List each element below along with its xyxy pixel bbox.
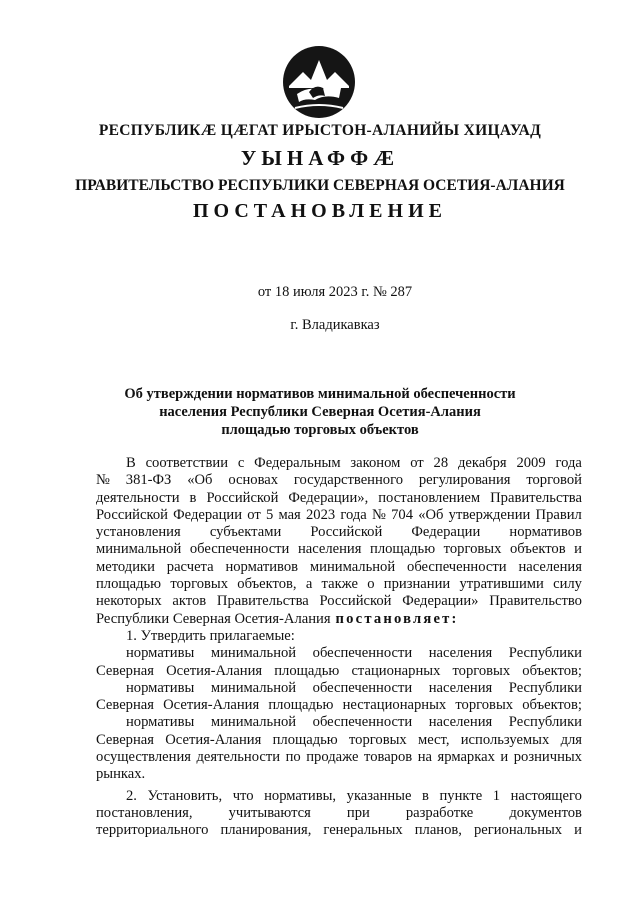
word: нормативов <box>509 524 582 541</box>
item-2 <box>96 788 582 840</box>
word: некоторых <box>96 593 162 610</box>
text-line <box>96 593 582 610</box>
word: утратившими <box>459 576 544 593</box>
word: объектов; <box>522 697 582 714</box>
word: Правительства <box>216 593 309 610</box>
word: населения <box>297 541 362 558</box>
word: осуществления <box>96 749 191 766</box>
text-line <box>96 714 582 731</box>
word: с <box>237 455 245 471</box>
text-fragment: Республики Северная Осетия-Алания <box>96 610 331 627</box>
word: 28 <box>433 455 449 471</box>
word: года <box>340 506 367 523</box>
word: утверждении <box>448 506 531 523</box>
word: при <box>346 804 370 821</box>
word: основах <box>228 472 279 489</box>
russian-document-type: ПОСТАНОВЛЕНИЕ <box>193 200 447 222</box>
word: Российской <box>319 593 392 610</box>
word: планирования, <box>220 822 312 839</box>
word: продаже <box>306 749 359 766</box>
word: Федерации», <box>288 489 369 506</box>
word: обеспеченности <box>312 679 413 696</box>
text-line <box>96 507 582 524</box>
word: торговых <box>443 541 502 558</box>
word: и <box>574 822 582 839</box>
document-city: г. Владикавказ <box>290 317 380 333</box>
word: территориального <box>96 822 209 839</box>
text-line <box>96 663 582 680</box>
word: торговых <box>452 662 511 679</box>
word: В <box>126 455 136 471</box>
word: в <box>189 489 197 506</box>
word: постановлением <box>378 489 481 506</box>
text-line <box>96 749 582 766</box>
word: нормативы <box>126 645 195 662</box>
word: 5 <box>265 506 274 523</box>
document-title <box>0 385 640 439</box>
word: пункте <box>439 787 483 804</box>
text-line <box>96 805 582 822</box>
word: а <box>305 576 313 593</box>
word: Правительство <box>489 593 582 610</box>
word: для <box>560 731 582 748</box>
word: товаров <box>364 749 413 766</box>
word: расчета <box>166 558 214 575</box>
word: нормативов <box>225 558 299 575</box>
text-line <box>96 455 582 472</box>
word: региональных <box>473 822 563 839</box>
word: обеспеченности <box>312 645 413 662</box>
word: населения <box>428 645 493 662</box>
word: постановления, <box>96 804 193 821</box>
word: № <box>371 506 386 523</box>
word: государственного <box>293 472 404 489</box>
word: в <box>422 787 429 804</box>
item-1a <box>96 645 582 680</box>
text-line <box>96 541 582 558</box>
word: года <box>555 455 582 471</box>
word: обеспеченности <box>407 558 507 575</box>
word: площадью <box>268 697 334 714</box>
word: Правительства <box>490 489 582 506</box>
title-line: Об утверждении нормативов минимальной обеспеченности <box>124 386 516 402</box>
word: населения <box>428 714 493 731</box>
word: Российской <box>310 524 383 541</box>
word: обеспеченности <box>312 714 413 731</box>
word: 2009 <box>516 455 546 471</box>
word: нормативы, <box>264 787 337 804</box>
word: минимальной <box>210 679 297 696</box>
word: от <box>410 455 424 471</box>
word: населения <box>428 679 493 696</box>
word: законом <box>350 455 401 471</box>
text-fragment: рынках. <box>96 766 146 783</box>
text-fragment: 1. Утвердить прилагаемые: <box>126 627 295 644</box>
word: мест, <box>417 731 450 748</box>
text-line <box>96 559 582 576</box>
word: розничных <box>513 749 582 766</box>
word: Республики <box>508 714 582 731</box>
resolves-word: постановляет: <box>335 610 459 627</box>
word: установления <box>96 524 181 541</box>
word: декабря <box>457 455 507 471</box>
word: также <box>321 576 359 593</box>
document-body <box>96 455 582 840</box>
word: минимальной <box>309 558 396 575</box>
word: минимальной <box>96 541 182 558</box>
word: деятельности <box>196 749 281 766</box>
word: «Об <box>187 472 213 489</box>
word: населения <box>518 558 582 575</box>
word: Осетия-Алания <box>165 731 262 748</box>
word: разработке <box>405 804 474 821</box>
word: Северная <box>96 731 154 748</box>
text-line <box>96 788 582 805</box>
word: актов <box>172 593 207 610</box>
word: площадью <box>272 731 338 748</box>
ossetian-document-type: УЫНАФФӔ <box>240 146 400 170</box>
word: торговых <box>170 576 229 593</box>
word: настоящего <box>510 787 582 804</box>
word: Осетия-Алания <box>166 662 263 679</box>
text-line <box>96 822 582 839</box>
word: площадью <box>370 541 436 558</box>
word: и <box>574 541 582 558</box>
word: от <box>247 506 261 523</box>
word: соответствии <box>145 455 229 471</box>
word: торговых <box>349 731 407 748</box>
word: используемых <box>460 731 550 748</box>
word: что <box>232 787 254 804</box>
word: «Об <box>418 506 444 523</box>
word: площадью <box>274 662 340 679</box>
word: объектов, <box>237 576 297 593</box>
word: Федерации <box>411 524 481 541</box>
word: Северная <box>96 697 154 714</box>
item-1c <box>96 714 582 783</box>
word: генеральных <box>323 822 403 839</box>
title-line: населения Республики Северная Осетия-Алания <box>159 404 481 420</box>
word: нормативы <box>126 714 195 731</box>
text-line <box>96 697 582 714</box>
word: Российской <box>96 506 168 523</box>
word: минимальной <box>210 714 297 731</box>
word: субъектами <box>209 524 282 541</box>
word: 1 <box>492 787 501 804</box>
text-line <box>96 472 582 489</box>
ossetian-government-name: РЕСПУБЛИКӔ ЦӔГАТ ИРЫСТОН-АЛАНИЙЫ ХИЦАУАД <box>98 122 542 139</box>
word: о <box>367 576 375 593</box>
word: площадью <box>96 576 162 593</box>
word: по <box>285 749 301 766</box>
word: 704 <box>391 506 413 523</box>
word: силу <box>553 576 582 593</box>
word: указанные <box>346 787 412 804</box>
text-line <box>96 576 582 593</box>
item-1b <box>96 680 582 715</box>
word: документов <box>509 804 582 821</box>
word: Северная <box>96 662 154 679</box>
word: регулирования <box>418 472 511 489</box>
word: Правил <box>535 506 582 523</box>
document-date-number: от 18 июля 2023 г. № 287 <box>257 284 413 300</box>
text-line <box>96 732 582 749</box>
word: Установить, <box>147 787 223 804</box>
word: 381-ФЗ <box>125 472 172 489</box>
word: 2023 <box>305 506 336 523</box>
word: обеспеченности <box>189 541 290 558</box>
word: объектов; <box>522 662 582 679</box>
paragraph-preamble <box>96 455 582 628</box>
text-line <box>96 490 582 507</box>
word: торговых <box>455 697 514 714</box>
word: признании <box>383 576 451 593</box>
word: нормативы <box>126 679 195 696</box>
word: Федерации» <box>402 593 479 610</box>
word: мая <box>278 506 301 523</box>
word: Федеральным <box>254 455 341 471</box>
text-line <box>96 611 582 628</box>
word: ярмарках <box>437 749 495 766</box>
word: Осетия-Алания <box>163 697 260 714</box>
russian-government-name: ПРАВИТЕЛЬСТВО РЕСПУБЛИКИ СЕВЕРНАЯ ОСЕТИЯ-АЛАНИЯ <box>75 177 565 194</box>
word: планов, <box>414 822 462 839</box>
word: 2. <box>126 787 137 804</box>
word: нестационарных <box>342 697 447 714</box>
coat-of-arms-emblem <box>279 42 359 122</box>
text-line <box>96 766 582 783</box>
word: учитываются <box>228 804 311 821</box>
word: и <box>500 749 509 766</box>
word: деятельности <box>96 489 180 506</box>
word: Республики <box>508 645 582 662</box>
word: торговой <box>526 472 582 489</box>
item-1-heading <box>96 628 582 645</box>
word: № <box>96 472 110 489</box>
word: минимальной <box>210 645 297 662</box>
word: объектов <box>509 541 566 558</box>
text-line <box>96 524 582 541</box>
word: Федерации <box>173 506 243 523</box>
word: стационарных <box>351 662 441 679</box>
text-line <box>96 645 582 662</box>
text-line <box>96 680 582 697</box>
word: на <box>417 749 432 766</box>
title-line: площадью торговых объектов <box>221 422 419 438</box>
word: Российской <box>206 489 279 506</box>
word: Республики <box>508 679 582 696</box>
word: методики <box>96 558 155 575</box>
